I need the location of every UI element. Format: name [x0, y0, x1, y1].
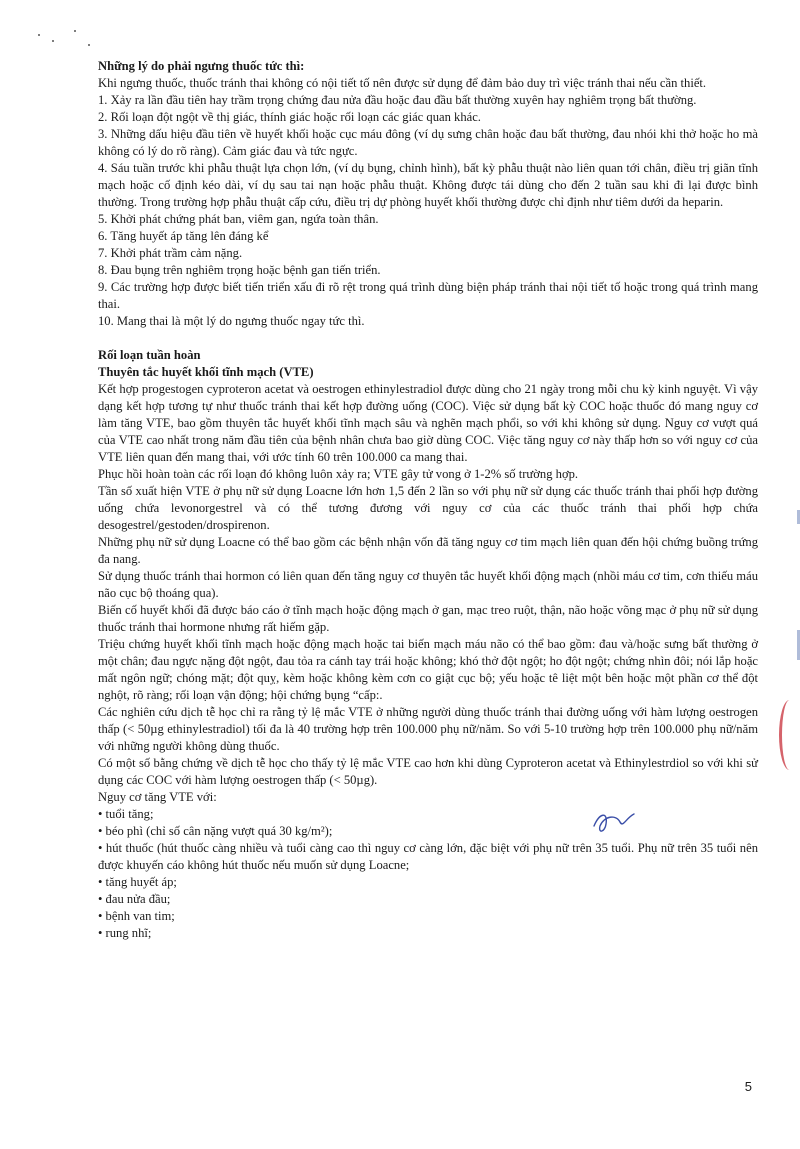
list-item: 4. Sáu tuần trước khi phẫu thuật lựa chọn lớn, (ví dụ bụng, chỉnh hình), bất kỳ phẫu thuật nào liên quan tới chân, điều trị giãn tĩnh mạch hoặc cố định kéo dài, ví dụ sau tai nạn hoặc phẫu thuật. Không được tái dùng cho đến 2 tuần sau khi đi lại được bình thường. Trong trường hợp phẫu thuật cấp cứu, điều trị dự phòng huyết khối thường được chỉ định như tiêm dưới da heparin.	[98, 161, 758, 209]
risk-item: • bệnh van tim;	[98, 909, 175, 923]
paragraph: Triệu chứng huyết khối tĩnh mạch hoặc động mạch hoặc tai biến mạch máu não có thể bao gồm: đau và/hoặc sưng bất thường ở một chân; đau ngực nặng đột ngột, đau tỏa ra cánh tay trái hoặc không; khó thở đột ngột; ho đột ngột; chứng nhìn đôi; nói lắp hoặc mất ngôn ngữ; chóng mặt; đột quỵ, kèm hoặc không kèm cơn co giật cục bộ; yếu hoặc tê liệt một bên hoặc một phần cơ thể đột nghột, rõ ràng; rối loạn vận động; hội chứng bụng “cấp:.	[98, 637, 758, 702]
scan-speck	[38, 34, 40, 36]
list-item: 8. Đau bụng trên nghiêm trọng hoặc bệnh gan tiến triển.	[98, 263, 381, 277]
paragraph: Tần số xuất hiện VTE ở phụ nữ sử dụng Loacne lớn hơn 1,5 đến 2 lần so với phụ nữ sử dụng các thuốc tránh thai phối hợp đường uống chứa levonorgestrel và có thể tương đương với nguy cơ của các thuốc tránh thai phối hợp chứa desogestrel/gestoden/drospirenon.	[98, 484, 758, 532]
list-item: 10. Mang thai là một lý do ngưng thuốc ngay tức thì.	[98, 314, 365, 328]
paragraph: Những phụ nữ sử dụng Loacne có thể bao gồm các bệnh nhận vốn đã tăng nguy cơ tim mạch liên quan đến hội chứng buồng trứng đa nang.	[98, 535, 758, 566]
section-heading-circulation: Rối loạn tuần hoàn	[98, 348, 201, 362]
paragraph: Biến cố huyết khối đã được báo cáo ở tĩnh mạch hoặc động mạch ở gan, mạc treo ruột, thận, não hoặc võng mạc ở phụ nữ sử dụng thuốc tránh thai hormone nhưng rất hiếm gặp.	[98, 603, 758, 634]
risk-item: • hút thuốc (hút thuốc càng nhiều và tuổi càng cao thì nguy cơ càng lớn, đặc biệt với phụ nữ trên 35 tuổi. Phụ nữ trên 35 tuổi nên được khuyến cáo không hút thuốc nếu muốn sử dụng Loacne;	[98, 841, 758, 872]
risk-item: • rung nhĩ;	[98, 926, 152, 940]
risk-item: • tuổi tăng;	[98, 807, 154, 821]
paragraph: Phục hồi hoàn toàn các rối loạn đó không luôn xảy ra; VTE gây tử vong ở 1-2% số trường hợp.	[98, 467, 579, 481]
paragraph-intro: Khi ngưng thuốc, thuốc tránh thai không có nội tiết tố nên được sử dụng để đảm bảo duy trì việc tránh thai nếu cần thiết.	[98, 76, 707, 90]
risk-item: • đau nửa đầu;	[98, 892, 171, 906]
list-item: 7. Khởi phát trầm cảm nặng.	[98, 246, 243, 260]
scan-speck	[88, 44, 90, 46]
section-subheading-vte: Thuyên tắc huyết khối tĩnh mạch (VTE)	[98, 365, 314, 379]
scan-speck	[74, 30, 76, 32]
spacer	[98, 330, 758, 347]
paragraph: Các nghiên cứu dịch tễ học chỉ ra rằng tỷ lệ mắc VTE ở những người dùng thuốc tránh thai đường uống với hàm lượng oestrogen thấp (< 50µg ethinylestradiol) tối đa là 40 trường hợp trên 100.000 phụ nữ/năm. So với 5-10 trường hợp trên 100.000 phụ nữ/năm với những người không dùng thuốc.	[98, 705, 758, 753]
scan-speck	[52, 40, 54, 42]
paragraph: Kết hợp progestogen cyproteron acetat và oestrogen ethinylestradiol được dùng cho 21 ngày trong mỗi chu kỳ kinh nguyệt. Vì vậy dạng kết hợp tương tự như thuốc tránh thai kết hợp đường uống (COC). Việc sử dụng bất kỳ COC hoặc thuốc đó mang nguy cơ làm tăng VTE, bao gồm thuyên tắc huyết khối tĩnh mạch sâu và nghẽn mạch phổi, so với khi không sử dụng. Nguy cơ vượt quá của VTE cao nhất trong năm đầu tiên của bệnh nhân chưa bao giờ dùng COC. Việc tăng nguy cơ này thấp hơn so với nguy cơ của VTE liên quan đến mang thai, với ước tính 60 trên 100.000 ca mang thai.	[98, 382, 758, 464]
list-item: 5. Khởi phát chứng phát ban, viêm gan, ngứa toàn thân.	[98, 212, 379, 226]
document-page	[98, 58, 758, 942]
list-item: 2. Rối loạn đột ngột về thị giác, thính giác hoặc rối loạn các giác quan khác.	[98, 110, 481, 124]
paragraph: Có một số bằng chứng về dịch tễ học cho thấy tỷ lệ mắc VTE cao hơn khi dùng Cyproteron acetat và Ethinylestrdiol so với khi sử dụng các COC với hàm lượng oestrogen thấp (< 50µg).	[98, 756, 758, 787]
list-item: 6. Tăng huyết áp tăng lên đáng kể	[98, 229, 269, 243]
paragraph: Sử dụng thuốc tránh thai hormon có liên quan đến tăng nguy cơ thuyên tắc huyết khối động mạch (nhồi máu cơ tim, cơn thiếu máu não cục bộ thoáng qua).	[98, 569, 758, 600]
risk-item: • béo phì (chỉ số cân nặng vượt quá 30 kg/m²);	[98, 824, 333, 838]
list-item: 9. Các trường hợp được biết tiến triển xấu đi rõ rệt trong quá trình dùng biện pháp tránh thai nội tiết tố hoặc trong quá trình mang thai.	[98, 280, 758, 311]
list-item: 1. Xảy ra lần đầu tiên hay trầm trọng chứng đau nửa đầu hoặc đau đầu bất thường xuyên hay nghiêm trọng bất thường.	[98, 93, 697, 107]
edge-red-mark	[779, 700, 800, 770]
risk-intro: Nguy cơ tăng VTE với:	[98, 790, 217, 804]
risk-item: • tăng huyết áp;	[98, 875, 177, 889]
list-item: 3. Những dấu hiệu đầu tiên về huyết khối hoặc cục máu đông (ví dụ sưng chân hoặc đau bất thường, đau nhói khi thở hoặc ho mà không có lý do rõ ràng). Cảm giác đau và tức ngực.	[98, 127, 758, 158]
section-heading-stop: Những lý do phải ngưng thuốc tức thì:	[98, 59, 305, 73]
page-number: 5	[744, 1079, 752, 1094]
